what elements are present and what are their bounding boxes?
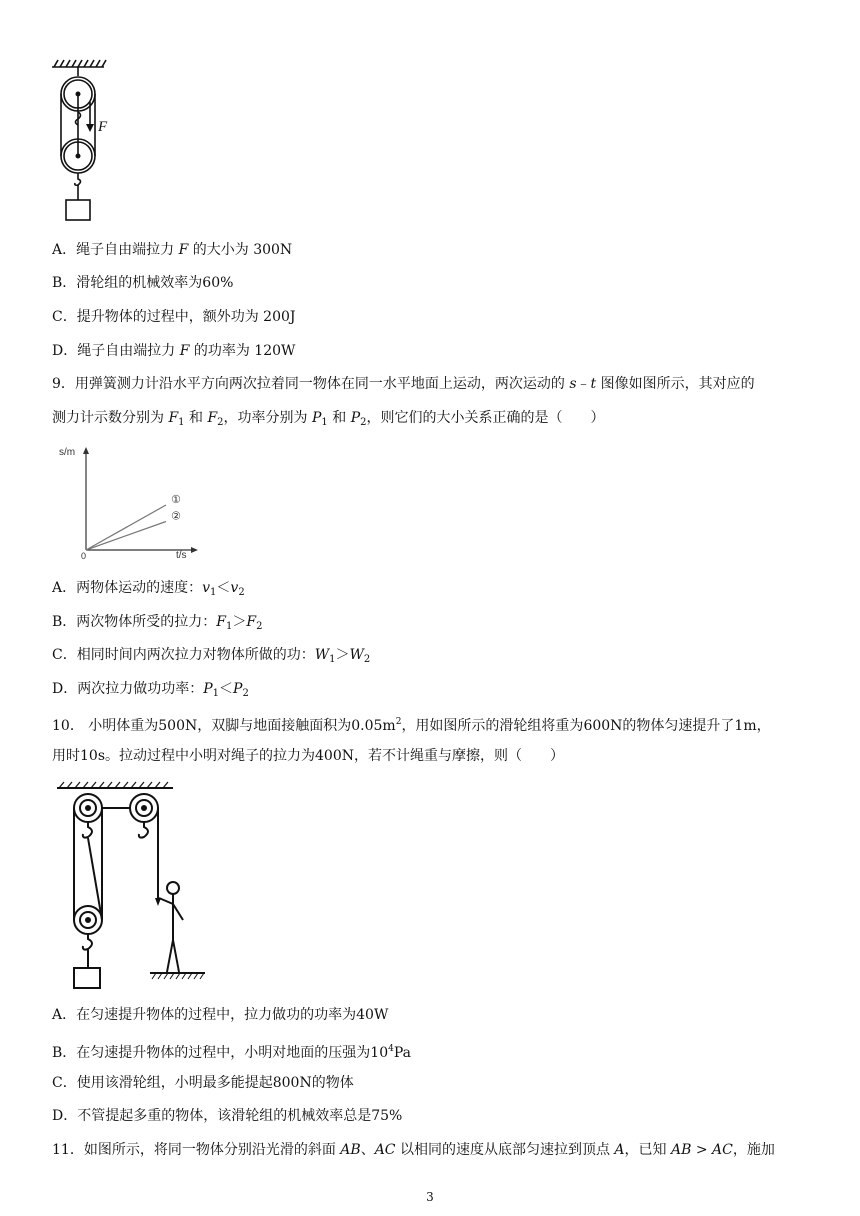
q8-option-d: D．绳子自由端拉力 F 的功率为 120W (52, 343, 296, 359)
force-label-F: F (98, 119, 108, 135)
q9-option-d: D．两次拉力做功功率：$P_1<P_2$ (52, 681, 249, 699)
series-line-1 (86, 505, 166, 550)
q9-option-b: B．两次物体所受的拉力：$F_1>F_2$ (52, 614, 263, 632)
q8-option-a: A．绳子自由端拉力 F 的大小为 300N (52, 242, 293, 258)
q9-option-c: C．相同时间内两次拉力对物体所做的功：$W_1>W_2$ (52, 647, 371, 665)
q10-stem-line2: 用时10s。拉动过程中小明对绳子的拉力为400N，若不计绳重与摩擦，则（ ） (52, 748, 564, 764)
q9-option-a: A．两物体运动的速度：$v_1<v_2$ (52, 580, 245, 598)
x-axis-label: t/s (176, 550, 187, 560)
q8-option-b: B．滑轮组的机械效率为60% (52, 275, 234, 291)
q10-option-d: D．不管提起多重的物体，该滑轮组的机械效率总是75% (52, 1108, 403, 1124)
series-label-2: ② (171, 509, 181, 523)
q8-option-c: C．提升物体的过程中，额外功为 200J (52, 309, 296, 325)
q9-stem-line1: 9．用弹簧测力计沿水平方向两次拉着同一物体在同一水平地面上运动，两次运动的 s﹣t 图像如图所示，其对应的 (52, 376, 755, 392)
q10-option-b: B．在匀速提升物体的过程中，小明对地面的压强为$10^4Pa$ (52, 1044, 411, 1061)
q10-option-c: C．使用该滑轮组，小明最多能提起800N的物体 (52, 1075, 354, 1091)
q10-stem-line1: 10． 小明体重为500N，双脚与地面接触面积为$0.05m^2$，用如图所示的滑轮组将重为600N的物体匀速提升了1m， (52, 717, 771, 734)
origin-label: 0 (81, 551, 87, 560)
series-label-1: ① (171, 493, 181, 506)
pulley-figure-2 (55, 780, 215, 992)
pulley-figure-1 (50, 58, 130, 226)
y-axis-label: s/m (59, 447, 76, 458)
q10-option-a: A．在匀速提升物体的过程中，拉力做功的功率为40W (52, 1007, 389, 1023)
q11-stem-line1: 11．如图所示，将同一物体分别沿光滑的斜面 AB、AC 以相同的速度从底部匀速拉到顶点 A，已知 AB > AC，施加 (52, 1142, 775, 1158)
s-t-chart (55, 442, 205, 560)
page-number: 3 (426, 1190, 434, 1204)
q9-stem-line2: 测力计示数分别为 $F_1$ 和 $F_2$，功率分别为 $P_1$ 和 $P_2$，则它们的大小关系正确的是（ ） (52, 410, 605, 428)
series-line-2 (86, 522, 166, 551)
